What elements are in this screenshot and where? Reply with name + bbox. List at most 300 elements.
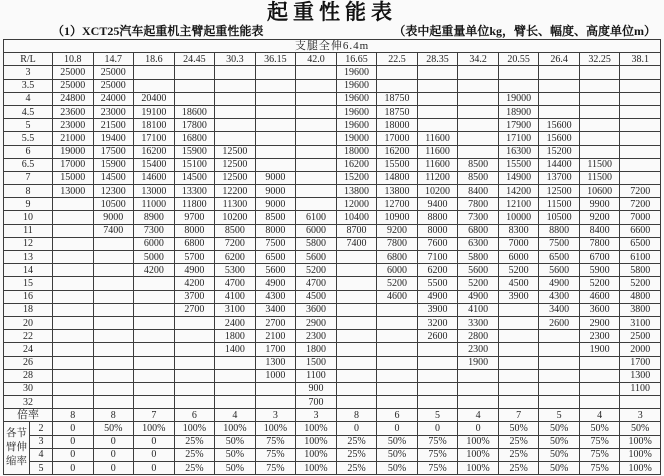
load-cell: 8500 bbox=[458, 158, 499, 171]
load-cell: 5900 bbox=[579, 264, 620, 277]
ratio-cell: 5 bbox=[539, 409, 580, 422]
load-cell: 19600 bbox=[336, 66, 377, 79]
boom-length-header-cell: 38.1 bbox=[620, 53, 661, 66]
extension-cell: 75% bbox=[417, 448, 458, 461]
load-cell: 8300 bbox=[498, 224, 539, 237]
load-cell bbox=[579, 382, 620, 395]
load-cell bbox=[93, 343, 134, 356]
load-cell: 12500 bbox=[215, 145, 256, 158]
load-cell bbox=[134, 382, 175, 395]
extension-cell: 50% bbox=[377, 462, 418, 475]
radius-cell: 14 bbox=[4, 264, 53, 277]
load-cell: 12500 bbox=[539, 185, 580, 198]
extension-cell: 25% bbox=[498, 435, 539, 448]
load-cell: 12100 bbox=[498, 198, 539, 211]
load-cell: 15900 bbox=[93, 158, 134, 171]
load-cell bbox=[579, 119, 620, 132]
load-cell bbox=[620, 105, 661, 118]
outriggers-span-cell: 支腿全伸6.4m bbox=[4, 40, 661, 53]
load-cell bbox=[579, 369, 620, 382]
load-cell: 4300 bbox=[539, 290, 580, 303]
load-cell: 1300 bbox=[255, 356, 296, 369]
boom-length-header-cell: 24.45 bbox=[174, 53, 215, 66]
load-cell bbox=[417, 92, 458, 105]
load-cell bbox=[620, 119, 661, 132]
load-cell bbox=[336, 316, 377, 329]
load-cell: 4900 bbox=[255, 277, 296, 290]
load-cell bbox=[134, 356, 175, 369]
extension-cell: 0 bbox=[134, 462, 175, 475]
load-cell bbox=[53, 396, 94, 409]
radius-cell: 5.5 bbox=[4, 132, 53, 145]
load-cell bbox=[174, 66, 215, 79]
load-cell: 24800 bbox=[53, 92, 94, 105]
load-cell bbox=[93, 330, 134, 343]
load-cell bbox=[458, 132, 499, 145]
load-cell bbox=[174, 369, 215, 382]
load-cell: 21000 bbox=[53, 132, 94, 145]
load-cell: 20400 bbox=[134, 92, 175, 105]
load-cell: 1900 bbox=[579, 343, 620, 356]
load-cell: 19100 bbox=[134, 105, 175, 118]
load-cell: 5000 bbox=[134, 251, 175, 264]
load-cell: 2700 bbox=[174, 303, 215, 316]
load-cell: 2300 bbox=[579, 330, 620, 343]
load-cell: 15200 bbox=[539, 145, 580, 158]
load-cell: 12500 bbox=[215, 158, 256, 171]
load-cell: 3900 bbox=[498, 290, 539, 303]
load-cell: 23000 bbox=[53, 119, 94, 132]
ratio-cell: 6 bbox=[174, 409, 215, 422]
load-cell bbox=[620, 132, 661, 145]
load-cell bbox=[539, 92, 580, 105]
load-cell: 1400 bbox=[215, 343, 256, 356]
load-cell bbox=[458, 119, 499, 132]
load-cell bbox=[134, 343, 175, 356]
load-cell: 7300 bbox=[458, 211, 499, 224]
load-cell bbox=[579, 356, 620, 369]
load-cell bbox=[53, 343, 94, 356]
load-cell bbox=[215, 92, 256, 105]
load-cell bbox=[539, 382, 580, 395]
load-cell: 8800 bbox=[539, 224, 580, 237]
boom-length-header-cell: 10.8 bbox=[53, 53, 94, 66]
load-cell: 25000 bbox=[93, 66, 134, 79]
load-cell bbox=[498, 382, 539, 395]
boom-length-header-cell: 36.15 bbox=[255, 53, 296, 66]
load-cell: 9000 bbox=[93, 211, 134, 224]
load-cell: 6200 bbox=[417, 264, 458, 277]
load-cell bbox=[215, 105, 256, 118]
load-cell bbox=[174, 330, 215, 343]
load-cell: 3400 bbox=[539, 303, 580, 316]
load-cell: 7800 bbox=[458, 198, 499, 211]
radius-cell: 22 bbox=[4, 330, 53, 343]
load-cell bbox=[93, 303, 134, 316]
load-cell: 6600 bbox=[620, 224, 661, 237]
load-cell: 3600 bbox=[579, 303, 620, 316]
ratio-label-cell: 倍率 bbox=[4, 409, 53, 422]
load-cell: 7500 bbox=[539, 237, 580, 250]
load-cell: 4300 bbox=[255, 290, 296, 303]
load-cell bbox=[417, 105, 458, 118]
load-cell: 13000 bbox=[134, 185, 175, 198]
load-cell bbox=[296, 198, 337, 211]
load-cell bbox=[498, 396, 539, 409]
load-cell: 19000 bbox=[498, 92, 539, 105]
load-cell bbox=[53, 382, 94, 395]
load-cell bbox=[539, 369, 580, 382]
extension-cell: 0 bbox=[134, 435, 175, 448]
extension-cell: 100% bbox=[458, 435, 499, 448]
load-cell: 7200 bbox=[620, 185, 661, 198]
load-cell bbox=[134, 79, 175, 92]
extension-cell: 100% bbox=[215, 422, 256, 435]
load-cell: 14800 bbox=[377, 171, 418, 184]
load-cell bbox=[255, 66, 296, 79]
load-cell: 24000 bbox=[93, 92, 134, 105]
load-cell bbox=[134, 303, 175, 316]
extension-cell: 100% bbox=[620, 435, 661, 448]
load-cell: 15500 bbox=[498, 158, 539, 171]
load-cell: 18600 bbox=[174, 105, 215, 118]
load-cell: 21500 bbox=[93, 119, 134, 132]
extension-cell: 75% bbox=[417, 462, 458, 475]
load-cell: 2000 bbox=[620, 343, 661, 356]
load-cell: 4500 bbox=[498, 277, 539, 290]
load-cell bbox=[174, 343, 215, 356]
extension-cell: 25% bbox=[498, 462, 539, 475]
extension-cell: 25% bbox=[174, 462, 215, 475]
load-cell bbox=[255, 79, 296, 92]
extension-cell: 0 bbox=[53, 448, 94, 461]
load-cell: 5800 bbox=[620, 264, 661, 277]
load-cell bbox=[255, 396, 296, 409]
load-cell bbox=[215, 66, 256, 79]
load-cell: 8400 bbox=[458, 185, 499, 198]
load-cell bbox=[336, 343, 377, 356]
load-cell: 5600 bbox=[539, 264, 580, 277]
load-cell: 7000 bbox=[620, 211, 661, 224]
radius-cell: 7 bbox=[4, 171, 53, 184]
performance-table bbox=[3, 39, 661, 475]
load-cell: 6200 bbox=[215, 251, 256, 264]
load-cell: 18100 bbox=[134, 119, 175, 132]
load-cell bbox=[417, 119, 458, 132]
load-cell: 11200 bbox=[417, 171, 458, 184]
extension-cell: 0 bbox=[53, 462, 94, 475]
load-cell: 5600 bbox=[255, 264, 296, 277]
load-cell: 5500 bbox=[417, 277, 458, 290]
load-cell: 6300 bbox=[458, 237, 499, 250]
radius-cell: 3.5 bbox=[4, 79, 53, 92]
load-cell: 4100 bbox=[215, 290, 256, 303]
load-cell: 6700 bbox=[579, 251, 620, 264]
load-cell bbox=[296, 119, 337, 132]
load-cell bbox=[134, 277, 175, 290]
load-cell: 18000 bbox=[377, 119, 418, 132]
load-cell bbox=[134, 330, 175, 343]
extension-cell: 75% bbox=[255, 448, 296, 461]
ratio-cell: 8 bbox=[53, 409, 94, 422]
load-cell: 15600 bbox=[539, 119, 580, 132]
load-cell: 4900 bbox=[458, 290, 499, 303]
load-cell: 23600 bbox=[53, 105, 94, 118]
extension-cell: 25% bbox=[336, 462, 377, 475]
load-cell bbox=[579, 145, 620, 158]
subtitle-left: （1）XCT25汽车起重机主臂起重性能表 bbox=[52, 24, 264, 38]
load-cell: 6100 bbox=[620, 251, 661, 264]
load-cell: 14400 bbox=[539, 158, 580, 171]
load-cell bbox=[174, 79, 215, 92]
boom-length-header-cell: 16.65 bbox=[336, 53, 377, 66]
load-cell: 1500 bbox=[296, 356, 337, 369]
load-cell: 10500 bbox=[539, 211, 580, 224]
radius-cell: 32 bbox=[4, 396, 53, 409]
load-cell bbox=[93, 290, 134, 303]
extension-cell: 50% bbox=[377, 448, 418, 461]
extension-cell: 50% bbox=[539, 448, 580, 461]
load-cell bbox=[53, 316, 94, 329]
load-cell bbox=[377, 316, 418, 329]
load-cell: 6000 bbox=[296, 224, 337, 237]
load-cell: 2700 bbox=[255, 316, 296, 329]
load-cell bbox=[215, 396, 256, 409]
extension-cell: 75% bbox=[255, 462, 296, 475]
radius-cell: 11 bbox=[4, 224, 53, 237]
radius-cell: 30 bbox=[4, 382, 53, 395]
load-cell: 7400 bbox=[93, 224, 134, 237]
load-cell bbox=[498, 330, 539, 343]
load-cell: 2300 bbox=[458, 343, 499, 356]
ratio-cell: 8 bbox=[336, 409, 377, 422]
radius-cell: 18 bbox=[4, 303, 53, 316]
radius-cell: 8 bbox=[4, 185, 53, 198]
load-cell: 6800 bbox=[458, 224, 499, 237]
arm-number-cell: 4 bbox=[30, 448, 53, 461]
radius-cell: 16 bbox=[4, 290, 53, 303]
load-cell bbox=[296, 185, 337, 198]
load-cell: 17100 bbox=[498, 132, 539, 145]
boom-length-header-cell: 14.7 bbox=[93, 53, 134, 66]
load-cell bbox=[579, 396, 620, 409]
load-cell: 5200 bbox=[579, 277, 620, 290]
load-cell: 9200 bbox=[579, 211, 620, 224]
load-cell: 7300 bbox=[134, 224, 175, 237]
extension-cell: 25% bbox=[174, 435, 215, 448]
load-cell: 4900 bbox=[539, 277, 580, 290]
load-cell: 18750 bbox=[377, 105, 418, 118]
load-cell bbox=[53, 264, 94, 277]
extension-cell: 100% bbox=[620, 462, 661, 475]
load-cell: 2600 bbox=[539, 316, 580, 329]
load-cell: 3300 bbox=[458, 316, 499, 329]
ratio-cell: 8 bbox=[93, 409, 134, 422]
load-cell: 19600 bbox=[336, 119, 377, 132]
extension-cell: 75% bbox=[579, 462, 620, 475]
load-cell bbox=[498, 343, 539, 356]
load-cell bbox=[336, 290, 377, 303]
load-cell: 8900 bbox=[134, 211, 175, 224]
load-cell bbox=[255, 145, 296, 158]
radius-cell: 20 bbox=[4, 316, 53, 329]
load-cell bbox=[296, 79, 337, 92]
load-cell bbox=[296, 66, 337, 79]
load-cell bbox=[620, 396, 661, 409]
load-cell: 7600 bbox=[417, 237, 458, 250]
load-cell bbox=[377, 79, 418, 92]
load-cell: 15900 bbox=[174, 145, 215, 158]
load-cell: 15100 bbox=[174, 158, 215, 171]
extension-cell: 100% bbox=[296, 435, 337, 448]
load-cell bbox=[53, 369, 94, 382]
extension-cell: 75% bbox=[417, 435, 458, 448]
load-cell bbox=[53, 237, 94, 250]
load-cell bbox=[53, 211, 94, 224]
load-cell: 16300 bbox=[498, 145, 539, 158]
load-cell bbox=[417, 396, 458, 409]
load-cell: 11500 bbox=[579, 171, 620, 184]
load-cell: 5200 bbox=[377, 277, 418, 290]
radius-cell: 15 bbox=[4, 277, 53, 290]
load-cell: 12300 bbox=[93, 185, 134, 198]
extension-cell: 0 bbox=[134, 448, 175, 461]
load-cell bbox=[93, 237, 134, 250]
extension-cell: 0 bbox=[377, 422, 418, 435]
ratio-cell: 6 bbox=[377, 409, 418, 422]
load-cell bbox=[377, 330, 418, 343]
load-cell bbox=[336, 303, 377, 316]
load-cell bbox=[620, 171, 661, 184]
load-cell bbox=[93, 396, 134, 409]
radius-cell: 24 bbox=[4, 343, 53, 356]
load-cell bbox=[255, 158, 296, 171]
load-cell bbox=[498, 316, 539, 329]
subtitle-right: （表中起重量单位kg，臂长、幅度、高度单位m） bbox=[393, 24, 656, 38]
load-cell: 3900 bbox=[417, 303, 458, 316]
extension-cell: 0 bbox=[336, 422, 377, 435]
load-cell bbox=[174, 92, 215, 105]
load-cell: 11600 bbox=[417, 145, 458, 158]
load-cell bbox=[336, 356, 377, 369]
ratio-cell: 7 bbox=[134, 409, 175, 422]
load-cell bbox=[255, 119, 296, 132]
load-cell: 6800 bbox=[377, 251, 418, 264]
load-cell bbox=[215, 79, 256, 92]
load-cell bbox=[539, 356, 580, 369]
load-cell: 3100 bbox=[620, 316, 661, 329]
load-cell bbox=[336, 330, 377, 343]
load-cell bbox=[93, 264, 134, 277]
load-cell: 19600 bbox=[336, 92, 377, 105]
load-cell: 4600 bbox=[579, 290, 620, 303]
extension-cell: 50% bbox=[539, 422, 580, 435]
load-cell: 2300 bbox=[296, 330, 337, 343]
load-cell: 6500 bbox=[539, 251, 580, 264]
load-cell: 10500 bbox=[93, 198, 134, 211]
load-cell: 5200 bbox=[296, 264, 337, 277]
load-cell bbox=[53, 198, 94, 211]
load-cell bbox=[579, 132, 620, 145]
load-cell: 8000 bbox=[174, 224, 215, 237]
load-cell: 10400 bbox=[336, 211, 377, 224]
load-cell: 2800 bbox=[458, 330, 499, 343]
boom-length-header-cell: 42.0 bbox=[296, 53, 337, 66]
extension-cell: 25% bbox=[336, 448, 377, 461]
ratio-cell: 4 bbox=[579, 409, 620, 422]
load-cell bbox=[620, 79, 661, 92]
load-cell bbox=[53, 356, 94, 369]
load-cell: 17000 bbox=[53, 158, 94, 171]
arm-number-cell: 3 bbox=[30, 435, 53, 448]
radius-cell: 3 bbox=[4, 66, 53, 79]
load-cell: 5200 bbox=[620, 277, 661, 290]
load-cell bbox=[336, 264, 377, 277]
load-cell: 11000 bbox=[134, 198, 175, 211]
load-cell: 17000 bbox=[377, 132, 418, 145]
ratio-cell: 3 bbox=[296, 409, 337, 422]
load-cell: 6000 bbox=[377, 264, 418, 277]
load-cell bbox=[255, 132, 296, 145]
load-cell bbox=[53, 330, 94, 343]
load-cell: 3100 bbox=[215, 303, 256, 316]
load-cell: 4900 bbox=[417, 290, 458, 303]
load-cell: 1700 bbox=[255, 343, 296, 356]
load-cell bbox=[377, 369, 418, 382]
load-cell: 1900 bbox=[458, 356, 499, 369]
load-cell: 7200 bbox=[215, 237, 256, 250]
load-cell: 10200 bbox=[215, 211, 256, 224]
radius-cell: 13 bbox=[4, 251, 53, 264]
load-cell: 16800 bbox=[174, 132, 215, 145]
load-cell bbox=[417, 343, 458, 356]
load-cell bbox=[53, 290, 94, 303]
page-title: 起重性能表 bbox=[267, 0, 397, 24]
corner-cell: R/L bbox=[4, 53, 53, 66]
load-cell: 2400 bbox=[215, 316, 256, 329]
load-cell: 3400 bbox=[255, 303, 296, 316]
load-cell bbox=[53, 277, 94, 290]
load-cell: 5600 bbox=[296, 251, 337, 264]
load-cell: 8500 bbox=[255, 211, 296, 224]
load-cell: 11600 bbox=[417, 132, 458, 145]
extension-cell: 0 bbox=[93, 435, 134, 448]
load-cell: 5800 bbox=[296, 237, 337, 250]
load-cell: 3800 bbox=[620, 303, 661, 316]
load-cell bbox=[255, 382, 296, 395]
load-cell: 6500 bbox=[620, 237, 661, 250]
extension-cell: 100% bbox=[620, 448, 661, 461]
radius-cell: 10 bbox=[4, 211, 53, 224]
extension-cell: 50% bbox=[579, 422, 620, 435]
load-cell: 6000 bbox=[498, 251, 539, 264]
load-cell bbox=[296, 158, 337, 171]
radius-cell: 28 bbox=[4, 369, 53, 382]
extension-cell: 100% bbox=[296, 462, 337, 475]
load-cell: 18000 bbox=[336, 145, 377, 158]
load-cell bbox=[539, 396, 580, 409]
extension-cell: 100% bbox=[458, 462, 499, 475]
load-cell bbox=[539, 105, 580, 118]
load-cell bbox=[53, 224, 94, 237]
load-cell: 11500 bbox=[539, 198, 580, 211]
load-cell: 4100 bbox=[458, 303, 499, 316]
load-cell: 9900 bbox=[579, 198, 620, 211]
load-cell: 8800 bbox=[417, 211, 458, 224]
load-cell: 4500 bbox=[296, 290, 337, 303]
load-cell: 1300 bbox=[620, 369, 661, 382]
load-cell bbox=[134, 316, 175, 329]
